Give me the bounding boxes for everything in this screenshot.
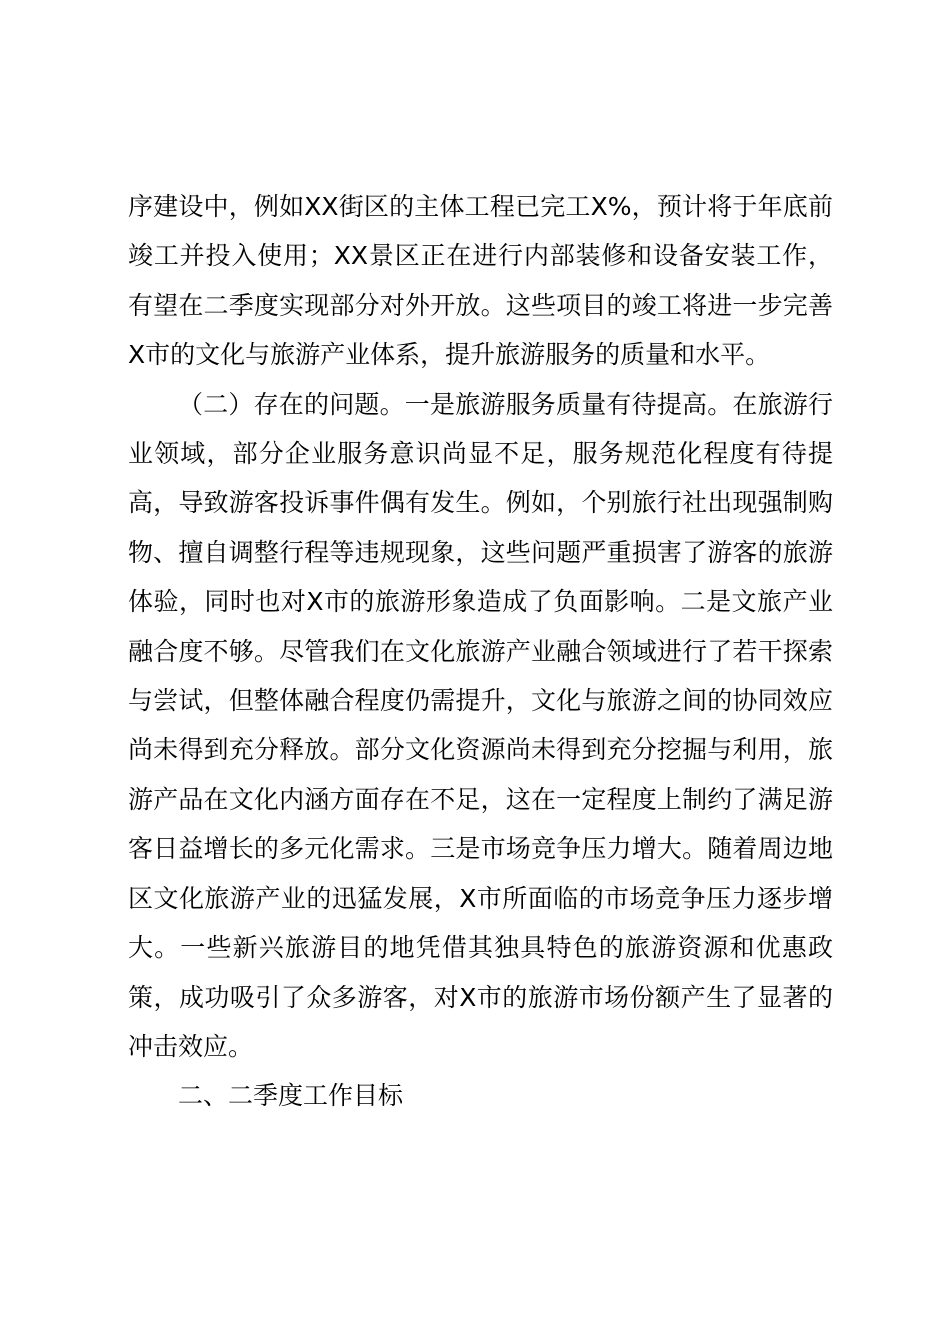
paragraph-existing-problems: （二）存在的问题。一是旅游服务质量有待提高。在旅游行业领域，部分企业服务意识尚显不足，服务规范化程度有待提高，导致游客投诉事件偶有发生。例如，个别旅行社出现强制购物、擅自调整行程等违规现象，这些问题严重损害了游客的旅游体验，同时也对X市的旅游形象造成了负面影响。二是文旅产业融合度不够。尽管我们在文化旅游产业融合领域进行了若干探索与尝试，但整体融合程度仍需提升，文化与旅游之间的协同效应尚未得到充分释放。部分文化资源尚未得到充分挖掘与利用，旅游产品在文化内涵方面存在不足，这在一定程度上制约了满足游客日益增长的多元化需求。三是市场竞争压力增大。随着周边地区文化旅游产业的迅猛发展，X市所面临的市场竞争压力逐步增大。一些新兴旅游目的地凭借其独具特色的旅游资源和优惠政策，成功吸引了众多游客，对X市的旅游市场份额产生了显著的冲击效应。	[128, 389, 833, 1061]
section-heading: 二、二季度工作目标	[178, 1081, 404, 1111]
paragraph-continuation: 序建设中，例如XX街区的主体工程已完工X%，预计将于年底前竣工并投入使用；XX景区正在进行内部装修和设备安装工作，有望在二季度实现部分对外开放。这些项目的竣工将进一步完善X市的文化与旅游产业体系，提升旅游服务的质量和水平。	[128, 192, 833, 370]
document-body	[128, 182, 833, 1121]
